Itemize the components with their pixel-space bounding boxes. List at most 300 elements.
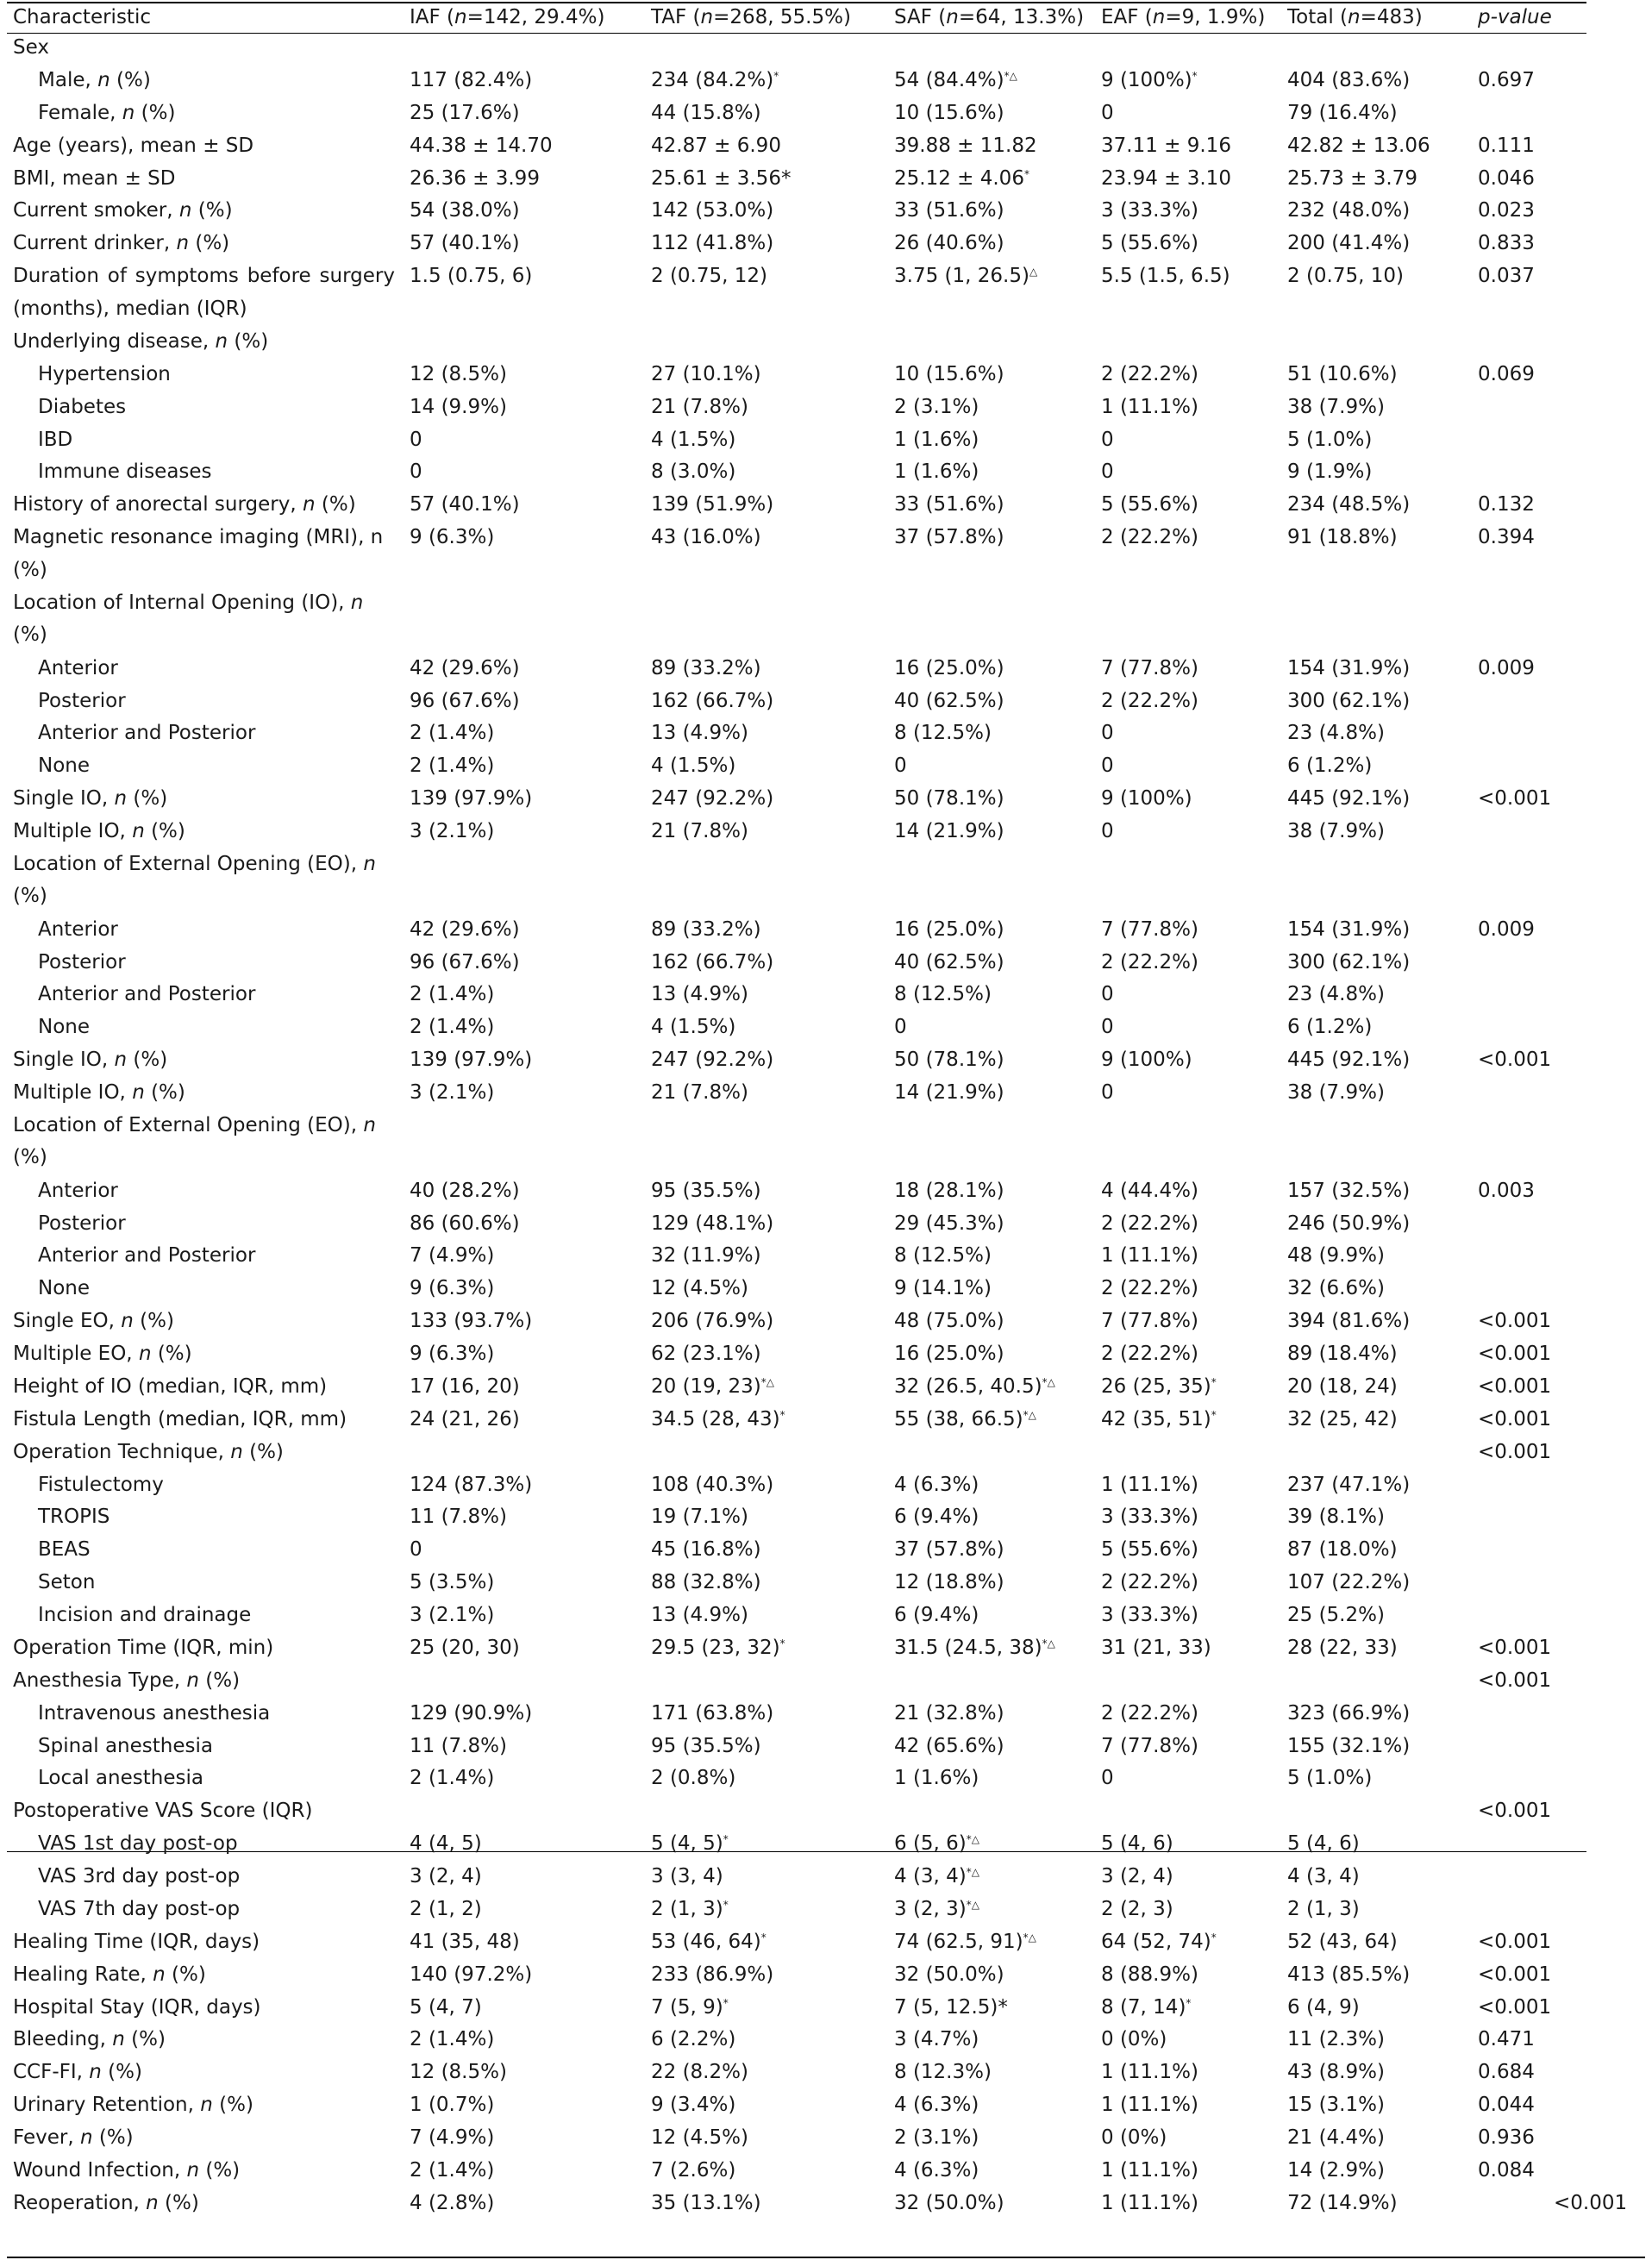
table-row — [0, 1208, 1652, 1241]
cell-eaf: 23.94 ± 3.10 — [1101, 166, 1231, 190]
cell-p-value: <0.001 — [1478, 1407, 1552, 1430]
cell-total: 32 (25, 42) — [1287, 1407, 1398, 1430]
cell-taf: 62 (23.1%) — [651, 1343, 761, 1365]
cell-p-value: <0.001 — [1478, 1440, 1552, 1463]
cell-eaf: 2 (22.2%) — [1101, 1701, 1198, 1725]
cell-taf: 44 (15.8%) — [651, 101, 761, 124]
cell-iaf: 9 (6.3%) — [410, 1343, 495, 1365]
table-row — [0, 1600, 1652, 1632]
cell-iaf — [404, 587, 645, 653]
cell-total: 4 (3, 4) — [1287, 1865, 1360, 1888]
table-row — [0, 686, 1652, 718]
row-label: Female, n (%) — [38, 101, 176, 124]
cell-eaf: 4 (44.4%) — [1101, 1179, 1198, 1202]
cell-iaf: 9 (6.3%) — [410, 1277, 495, 1300]
cell-p-value: 0.697 — [1478, 68, 1535, 91]
cell-total: 25 (5.2%) — [1287, 1604, 1385, 1626]
cell-total: 91 (18.8%) — [1287, 526, 1398, 549]
cell-saf: 8 (12.5%) — [894, 1244, 992, 1268]
cell-total: 23 (4.8%) — [1287, 983, 1385, 1006]
cell-total: 15 (3.1%) — [1287, 2094, 1385, 2117]
cell-saf: 32 (26.5, 40.5)*△ — [894, 1374, 1055, 1398]
table-row — [0, 2024, 1652, 2057]
significance-marker: * — [723, 1996, 729, 2009]
table-row — [0, 1731, 1652, 1763]
cell-saf: 42 (65.6%) — [894, 1734, 1004, 1757]
cell-total: 72 (14.9%) — [1287, 2191, 1398, 2214]
row-label: VAS 3rd day post-op — [38, 1865, 241, 1888]
significance-marker: *△ — [1042, 1637, 1055, 1650]
cell-p-value — [1473, 1894, 1652, 1926]
cell-iaf: 7 (4.9%) — [410, 2126, 495, 2149]
cell-eaf: 3 (33.3%) — [1101, 1604, 1198, 1626]
cell-taf: 89 (33.2%) — [651, 917, 761, 941]
cell-iaf: 26.36 ± 3.99 — [410, 166, 540, 190]
cell-saf: 8 (12.5%) — [894, 983, 992, 1006]
cell-iaf: 42 (29.6%) — [410, 917, 520, 941]
cell-taf: 22 (8.2%) — [651, 2061, 748, 2084]
cell-p-value — [1473, 816, 1652, 848]
row-label: Current drinker, n (%) — [13, 232, 230, 255]
cell-p-value — [1473, 1698, 1652, 1731]
table-row — [0, 947, 1652, 980]
cell-eaf: 2 (22.2%) — [1101, 526, 1198, 549]
cell-total: 237 (47.1%) — [1287, 1473, 1411, 1496]
cell-p-value: <0.001 — [1478, 1049, 1552, 1072]
cell-saf: 55 (38, 66.5)*△ — [894, 1407, 1036, 1430]
cell-p-value: <0.001 — [1478, 1668, 1552, 1692]
table-row — [0, 163, 1652, 196]
cell-iaf: 24 (21, 26) — [410, 1407, 520, 1430]
cell-eaf: 2 (2, 3) — [1101, 1897, 1173, 1920]
cell-saf: 10 (15.6%) — [894, 101, 1004, 124]
cell-saf — [888, 1795, 1095, 1828]
cell-total: 5 (1.0%) — [1287, 428, 1373, 451]
significance-marker: * — [1211, 1375, 1217, 1388]
cell-taf: 4 (1.5%) — [651, 428, 736, 451]
table-row — [0, 228, 1652, 260]
cell-p-value: 0.084 — [1478, 2158, 1535, 2182]
cell-taf: 162 (66.7%) — [651, 950, 774, 973]
cell-taf: 9 (3.4%) — [651, 2094, 736, 2117]
cell-saf — [888, 587, 1095, 653]
table-row — [0, 1959, 1652, 1992]
cell-saf: 50 (78.1%) — [894, 1049, 1004, 1072]
cell-eaf — [1095, 326, 1281, 359]
cell-iaf: 0 — [410, 460, 422, 484]
cell-eaf: 37.11 ± 9.16 — [1101, 134, 1231, 157]
cell-total: 300 (62.1%) — [1287, 950, 1411, 973]
cell-p-value — [1473, 456, 1652, 489]
row-label: Underlying disease, n (%) — [13, 329, 269, 353]
significance-marker: *△ — [966, 1866, 980, 1878]
cell-total: 2 (1, 3) — [1287, 1897, 1360, 1920]
table-row — [0, 1338, 1652, 1371]
cell-taf: 233 (86.9%) — [651, 1963, 774, 1986]
cell-p-value — [1473, 1861, 1652, 1894]
header-total: Total (n=483) — [1287, 6, 1423, 28]
row-label: Anterior — [38, 656, 118, 679]
cell-saf: 33 (51.6%) — [894, 199, 1004, 222]
cell-iaf: 2 (1.4%) — [410, 1767, 495, 1790]
cell-iaf — [404, 848, 645, 914]
cell-taf: 21 (7.8%) — [651, 820, 748, 842]
cell-saf: 4 (6.3%) — [894, 2094, 979, 2117]
row-label: BMI, mean ± SD — [13, 166, 176, 190]
cell-taf: 12 (4.5%) — [651, 2126, 748, 2149]
cell-saf — [888, 32, 1095, 65]
table-row — [0, 1828, 1652, 1861]
cell-eaf: 0 — [1101, 722, 1114, 745]
cell-saf: 3 (4.7%) — [894, 2028, 979, 2051]
cell-taf: 129 (48.1%) — [651, 1211, 774, 1235]
row-label: Current smoker, n (%) — [13, 199, 233, 222]
cell-saf: 16 (25.0%) — [894, 1343, 1004, 1365]
cell-p-value — [1473, 1469, 1652, 1502]
cell-taf: 88 (32.8%) — [651, 1571, 761, 1594]
row-label: Posterior — [38, 1211, 126, 1235]
cell-saf: 54 (84.4%)*△ — [894, 68, 1017, 91]
cell-p-value — [1473, 848, 1652, 914]
cell-saf — [888, 848, 1095, 914]
table-row — [0, 391, 1652, 424]
cell-taf: 13 (4.9%) — [651, 983, 748, 1006]
cell-taf: 162 (66.7%) — [651, 689, 774, 712]
cell-eaf: 0 (0%) — [1101, 2126, 1167, 2149]
row-label: Anterior and Posterior — [38, 722, 256, 745]
cell-taf: 12 (4.5%) — [651, 1277, 748, 1300]
cell-eaf: 7 (77.8%) — [1101, 656, 1198, 679]
cell-eaf: 0 — [1101, 101, 1114, 124]
cell-iaf: 140 (97.2%) — [410, 1963, 533, 1986]
row-label: Posterior — [38, 950, 126, 973]
cell-saf: 7 (5, 12.5)* — [894, 1995, 1008, 2019]
row-label: None — [38, 754, 91, 778]
cell-saf: 14 (21.9%) — [894, 1081, 1004, 1104]
cell-taf: 89 (33.2%) — [651, 656, 761, 679]
table-row — [0, 2057, 1652, 2089]
cell-eaf: 2 (22.2%) — [1101, 689, 1198, 712]
table-row — [0, 1371, 1652, 1404]
table-row — [0, 489, 1652, 522]
row-label: Anterior and Posterior — [38, 1244, 256, 1268]
cell-p-value — [1473, 750, 1652, 783]
cell-p-value: 0.471 — [1478, 2028, 1535, 2051]
row-label: Anesthesia Type, n (%) — [13, 1668, 241, 1692]
cell-eaf: 5 (55.6%) — [1101, 1538, 1198, 1562]
cell-iaf: 57 (40.1%) — [410, 232, 520, 255]
cell-total: 20 (18, 24) — [1287, 1374, 1398, 1398]
cell-total: 6 (1.2%) — [1287, 754, 1373, 778]
cell-p-value: 0.003 — [1478, 1179, 1535, 1202]
cell-eaf: 1 (11.1%) — [1101, 2094, 1198, 2117]
table-row — [0, 783, 1652, 816]
cell-taf: 7 (2.6%) — [651, 2158, 736, 2182]
cell-taf: 247 (92.2%) — [651, 1049, 774, 1072]
row-label: None — [38, 1016, 91, 1039]
cell-total: 38 (7.9%) — [1287, 1081, 1385, 1104]
cell-total: 232 (48.0%) — [1287, 199, 1411, 222]
cell-iaf: 3 (2.1%) — [410, 1604, 495, 1626]
table-row — [0, 1305, 1652, 1338]
cell-saf: 26 (40.6%) — [894, 232, 1004, 255]
cell-total: 6 (4, 9) — [1287, 1995, 1360, 2019]
cell-total: 404 (83.6%) — [1287, 68, 1411, 91]
cell-eaf: 0 — [1101, 820, 1114, 842]
cell-total: 107 (22.2%) — [1287, 1571, 1411, 1594]
table-row — [0, 1273, 1652, 1305]
cell-iaf: 2 (1.4%) — [410, 722, 495, 745]
cell-p-value: 0.394 — [1478, 526, 1535, 549]
cell-eaf: 2 (22.2%) — [1101, 362, 1198, 385]
row-label: Sex — [13, 36, 49, 59]
cell-total: 11 (2.3%) — [1287, 2028, 1385, 2051]
table-row — [0, 522, 1652, 587]
significance-marker: *△ — [1004, 69, 1017, 82]
cell-eaf: 7 (77.8%) — [1101, 1734, 1198, 1757]
cell-p-value — [1473, 1501, 1652, 1534]
row-label: Location of External Opening (EO), n (%) — [13, 1113, 376, 1169]
cell-iaf: 2 (1, 2) — [410, 1897, 482, 1920]
cell-total — [1281, 1437, 1473, 1469]
cell-eaf: 8 (88.9%) — [1101, 1963, 1198, 1986]
cell-taf: 27 (10.1%) — [651, 362, 761, 385]
cell-taf: 13 (4.9%) — [651, 1604, 748, 1626]
header-characteristic: Characteristic — [13, 6, 151, 28]
cell-iaf — [404, 32, 645, 65]
cell-total: 6 (1.2%) — [1287, 1016, 1373, 1039]
cell-eaf: 0 — [1101, 1081, 1114, 1104]
cell-saf: 50 (78.1%) — [894, 787, 1004, 811]
cell-total: 445 (92.1%) — [1287, 787, 1411, 811]
cell-iaf: 11 (7.8%) — [410, 1506, 507, 1529]
cell-total: 89 (18.4%) — [1287, 1343, 1398, 1365]
cell-saf: 6 (9.4%) — [894, 1506, 979, 1529]
cell-saf: 2 (3.1%) — [894, 395, 979, 418]
cell-eaf: 31 (21, 33) — [1101, 1636, 1211, 1659]
table-row — [0, 326, 1652, 359]
cell-p-value: 0.009 — [1478, 656, 1535, 679]
cell-total: 155 (32.1%) — [1287, 1734, 1411, 1757]
cell-iaf: 4 (2.8%) — [410, 2191, 495, 2214]
cell-taf — [645, 848, 888, 914]
cell-saf: 6 (5, 6)*△ — [894, 1832, 980, 1856]
cell-total: 25.73 ± 3.79 — [1287, 166, 1417, 190]
cell-iaf — [404, 326, 645, 359]
cell-saf: 29 (45.3%) — [894, 1211, 1004, 1235]
cell-taf: 29.5 (23, 32)* — [651, 1636, 785, 1659]
cell-p-value: <0.001 — [1478, 1636, 1552, 1659]
cell-eaf: 0 — [1101, 460, 1114, 484]
cell-total: 445 (92.1%) — [1287, 1049, 1411, 1072]
cell-eaf: 2 (22.2%) — [1101, 1571, 1198, 1594]
cell-saf: 18 (28.1%) — [894, 1179, 1004, 1202]
table-row — [0, 914, 1652, 947]
cell-p-value: 0.046 — [1478, 166, 1535, 190]
cell-eaf: 7 (77.8%) — [1101, 917, 1198, 941]
cell-total — [1281, 32, 1473, 65]
table-row — [0, 359, 1652, 391]
cell-eaf: 1 (11.1%) — [1101, 1244, 1198, 1268]
cell-taf: 8 (3.0%) — [651, 460, 736, 484]
cell-taf: 95 (35.5%) — [651, 1734, 761, 1757]
cell-saf: 16 (25.0%) — [894, 917, 1004, 941]
cell-taf: 32 (11.9%) — [651, 1244, 761, 1268]
cell-p-value: <0.001 — [1478, 1963, 1552, 1986]
table-row — [0, 1894, 1652, 1926]
cell-p-value: 0.833 — [1478, 232, 1535, 255]
table-row — [0, 130, 1652, 163]
cell-taf: 4 (1.5%) — [651, 1016, 736, 1039]
cell-p-value — [1473, 1534, 1652, 1567]
cell-iaf: 11 (7.8%) — [410, 1734, 507, 1757]
cell-taf: 4 (1.5%) — [651, 754, 736, 778]
row-label: Seton — [38, 1571, 96, 1594]
table-row — [0, 1861, 1652, 1894]
cell-saf: 40 (62.5%) — [894, 950, 1004, 973]
cell-iaf: 17 (16, 20) — [410, 1374, 520, 1398]
cell-p-value: 0.936 — [1478, 2126, 1535, 2149]
cell-p-value — [1473, 1273, 1652, 1305]
cell-p-value: 0.044 — [1478, 2094, 1535, 2117]
row-label: Bleeding, n (%) — [13, 2028, 166, 2051]
cell-eaf: 0 — [1101, 1016, 1114, 1039]
cell-p-value — [1473, 1567, 1652, 1600]
cell-saf: 4 (6.3%) — [894, 2158, 979, 2182]
significance-marker: * — [1186, 1996, 1192, 2009]
row-label: Multiple IO, n (%) — [13, 820, 185, 842]
cell-iaf: 25 (17.6%) — [410, 101, 520, 124]
cell-taf: 6 (2.2%) — [651, 2028, 736, 2051]
header-row — [0, 3, 1652, 32]
cell-p-value: <0.001 — [1478, 1995, 1552, 2019]
cell-saf: 32 (50.0%) — [894, 2191, 1004, 2214]
cell-taf: 2 (0.75, 12) — [651, 265, 767, 288]
significance-marker: * — [1211, 1408, 1217, 1421]
cell-p-value — [1473, 32, 1652, 65]
cell-total: 323 (66.9%) — [1287, 1701, 1411, 1725]
cell-eaf: 0 — [1101, 428, 1114, 451]
header-saf: SAF (n=64, 13.3%) — [894, 6, 1085, 28]
row-label: Intravenous anesthesia — [38, 1701, 271, 1725]
cell-taf: 171 (63.8%) — [651, 1701, 774, 1725]
table-row — [0, 1534, 1652, 1567]
cell-p-value — [1473, 947, 1652, 980]
row-label: BEAS — [38, 1538, 91, 1562]
cell-iaf — [404, 1665, 645, 1698]
cell-taf: 3 (3, 4) — [651, 1865, 723, 1888]
table-row — [0, 2089, 1652, 2122]
cell-iaf: 4 (4, 5) — [410, 1832, 482, 1856]
cell-eaf: 0 (0%) — [1101, 2028, 1167, 2051]
cell-total — [1281, 1110, 1473, 1175]
cell-eaf: 3 (2, 4) — [1101, 1865, 1173, 1888]
cell-iaf: 5 (3.5%) — [410, 1571, 495, 1594]
cell-total: 38 (7.9%) — [1287, 395, 1385, 418]
row-label: Multiple EO, n (%) — [13, 1343, 192, 1365]
cell-saf: 8 (12.3%) — [894, 2061, 992, 2084]
cell-iaf: 124 (87.3%) — [410, 1473, 533, 1496]
cell-total: 43 (8.9%) — [1287, 2061, 1385, 2084]
cell-total: 79 (16.4%) — [1287, 101, 1398, 124]
cell-iaf: 3 (2, 4) — [410, 1865, 482, 1888]
cell-total — [1281, 587, 1473, 653]
table-row — [0, 2188, 1652, 2220]
cell-iaf: 129 (90.9%) — [410, 1701, 533, 1725]
cell-total: 48 (9.9%) — [1287, 1244, 1385, 1268]
cell-total: 394 (81.6%) — [1287, 1310, 1411, 1333]
cell-eaf: 5.5 (1.5, 6.5) — [1101, 265, 1230, 288]
table-row — [0, 1762, 1652, 1795]
cell-taf: 95 (35.5%) — [651, 1179, 761, 1202]
cell-iaf: 2 (1.4%) — [410, 983, 495, 1006]
cell-eaf — [1095, 32, 1281, 65]
cell-iaf: 7 (4.9%) — [410, 1244, 495, 1268]
cell-taf: 21 (7.8%) — [651, 395, 748, 418]
table-row — [0, 456, 1652, 489]
row-label: History of anorectal surgery, n (%) — [13, 493, 356, 516]
cell-saf: 2 (3.1%) — [894, 2126, 979, 2149]
cell-saf — [888, 1665, 1095, 1698]
cell-eaf: 2 (22.2%) — [1101, 1211, 1198, 1235]
cell-eaf: 1 (11.1%) — [1101, 395, 1198, 418]
cell-total: 154 (31.9%) — [1287, 656, 1411, 679]
row-label: Postoperative VAS Score (IQR) — [13, 1800, 313, 1823]
cell-total — [1281, 1795, 1473, 1828]
significance-marker: * — [1211, 1931, 1217, 1944]
row-label: Multiple IO, n (%) — [13, 1081, 185, 1104]
cell-p-value — [1473, 1828, 1652, 1861]
row-label: Anterior — [38, 917, 118, 941]
table-row — [0, 1926, 1652, 1959]
table-row — [0, 1011, 1652, 1044]
row-label: Location of Internal Opening (IO), n (%) — [13, 591, 364, 647]
cell-iaf: 96 (67.6%) — [410, 950, 520, 973]
table-row — [0, 1437, 1652, 1469]
cell-eaf: 1 (11.1%) — [1101, 2061, 1198, 2084]
table-row — [0, 1240, 1652, 1273]
cell-p-value — [1473, 1077, 1652, 1110]
row-label: Wound Infection, n (%) — [13, 2158, 241, 2182]
cell-saf: 4 (6.3%) — [894, 1473, 979, 1496]
cell-p-value: 0.009 — [1478, 917, 1535, 941]
row-label: Male, n (%) — [38, 68, 151, 91]
row-label: CCF-FI, n (%) — [13, 2061, 142, 2084]
row-label: VAS 7th day post-op — [38, 1897, 241, 1920]
row-label: Fistula Length (median, IQR, mm) — [13, 1407, 347, 1430]
significance-marker: △ — [1029, 266, 1038, 279]
cell-saf — [888, 326, 1095, 359]
cell-iaf — [404, 1437, 645, 1469]
cell-iaf: 42 (29.6%) — [410, 656, 520, 679]
row-label: Fever, n (%) — [13, 2126, 134, 2149]
cell-taf: 108 (40.3%) — [651, 1473, 774, 1496]
cell-p-value: 0.684 — [1478, 2061, 1535, 2084]
significance-marker: * — [779, 1408, 785, 1421]
cell-saf: 39.88 ± 11.82 — [894, 134, 1037, 157]
cell-p-value: <0.001 — [1478, 1374, 1552, 1398]
cell-eaf: 2 (22.2%) — [1101, 1277, 1198, 1300]
cell-total — [1281, 1665, 1473, 1698]
cell-saf — [888, 1110, 1095, 1175]
row-label: Healing Rate, n (%) — [13, 1963, 206, 1986]
cell-iaf: 0 — [410, 1538, 422, 1562]
cell-taf — [645, 32, 888, 65]
cell-eaf — [1095, 1437, 1281, 1469]
significance-marker: *△ — [1042, 1375, 1055, 1388]
significance-marker: * — [773, 69, 779, 82]
significance-marker: *△ — [1023, 1931, 1036, 1944]
